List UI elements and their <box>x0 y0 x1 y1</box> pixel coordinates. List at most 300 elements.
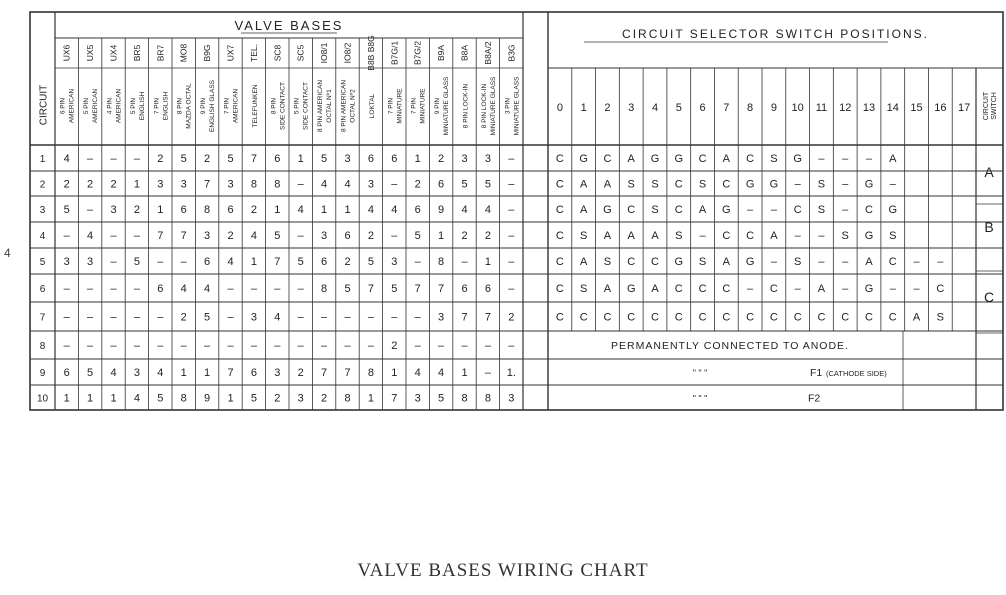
switch-connection: S <box>651 178 659 191</box>
pin-number: 3 <box>157 178 164 191</box>
valve-base-description: ENGLISH GLASS <box>209 79 217 133</box>
pin-number: 2 <box>438 153 445 165</box>
switch-connection: C <box>698 283 707 295</box>
switch-connection: A <box>817 283 826 295</box>
pin-number: 1 <box>297 153 304 165</box>
pin-number: 8 <box>461 392 468 405</box>
pin-number: 2 <box>157 153 164 165</box>
pin-number: 7 <box>367 283 374 295</box>
valve-base-description: 8 PIN <box>270 97 278 115</box>
pin-number: – <box>274 340 281 352</box>
pin-number: 3 <box>180 178 187 191</box>
pin-number: – <box>87 283 94 295</box>
pin-number: – <box>508 256 515 268</box>
switch-connection: C <box>555 311 564 324</box>
circuit-number: 3 <box>39 205 46 216</box>
pin-number: 5 <box>274 230 281 242</box>
switch-connection: C <box>627 204 636 216</box>
pin-number: 3 <box>321 230 328 242</box>
pin-number: 8 <box>438 256 445 268</box>
pin-number: 3 <box>438 311 445 324</box>
switch-connection: G <box>674 256 684 268</box>
anode-note: PERMANENTLY CONNECTED TO ANODE. <box>611 340 849 352</box>
pin-number: 3 <box>274 367 281 379</box>
pin-number: – <box>344 311 351 324</box>
pin-number: – <box>297 311 304 324</box>
circuit-number: 8 <box>39 341 46 352</box>
switch-connection: C <box>722 230 731 242</box>
pin-number: – <box>133 311 140 324</box>
switch-connection: C <box>769 283 778 295</box>
pin-number: 7 <box>227 367 234 379</box>
switch-connection: G <box>864 230 874 242</box>
valve-base-code: B3G <box>506 44 517 62</box>
switch-connection: A <box>627 153 635 165</box>
pin-number: 5 <box>438 392 445 405</box>
switch-connection: A <box>912 311 921 324</box>
valve-base-code: B7G/2 <box>412 40 423 66</box>
pin-number: 1 <box>367 392 374 405</box>
switch-connection: C <box>888 256 897 268</box>
valve-base-code: B7G/1 <box>389 40 400 66</box>
switch-connection: C <box>627 256 636 268</box>
valve-base-description: 3 PIN <box>504 97 512 115</box>
pin-number: 2 <box>204 153 211 165</box>
switch-connection: G <box>603 204 612 216</box>
pin-number: – <box>157 256 164 268</box>
switch-position-number: 9 <box>770 102 777 114</box>
switch-connection: C <box>651 311 659 324</box>
switch-connection: A <box>603 283 612 295</box>
pin-number: 4 <box>110 367 117 379</box>
pin-number: – <box>133 283 140 295</box>
switch-connection: S <box>841 230 849 242</box>
pin-number: 1 <box>250 256 257 268</box>
pin-number: 1 <box>438 230 445 242</box>
pin-number: 7 <box>461 311 468 324</box>
pin-number: 4 <box>484 204 491 216</box>
valve-base-code: B9A <box>436 44 447 62</box>
circuit-number: 1 <box>39 154 46 165</box>
switch-position-number: 1 <box>580 102 587 114</box>
valve-base-description: 5 PIN <box>83 97 91 115</box>
switch-connection: C <box>746 311 755 324</box>
switch-connection: G <box>674 153 684 165</box>
switch-connection: – <box>889 178 896 191</box>
pin-number: 4 <box>438 367 445 379</box>
valve-base-description: 9 PIN <box>200 97 208 115</box>
pin-number: 4 <box>461 204 468 216</box>
pin-number: 4 <box>133 392 140 405</box>
pin-number: 8 <box>274 178 281 191</box>
pin-number: 5 <box>461 178 468 191</box>
switch-connection: C <box>579 311 588 324</box>
circuit-number: 4 <box>39 231 46 242</box>
pin-number: 2 <box>414 178 421 191</box>
pin-number: 5 <box>321 153 328 165</box>
switch-connection: – <box>747 283 754 295</box>
switch-connection: C <box>674 178 683 191</box>
switch-connection: G <box>793 153 802 165</box>
pin-number: – <box>227 340 234 352</box>
pin-number: 2 <box>321 392 328 405</box>
pin-number: – <box>367 340 374 352</box>
pin-number: 8 <box>180 392 187 405</box>
switch-connection: S <box>651 204 659 216</box>
switch-connection: C <box>674 204 683 216</box>
filament-f1-note: (CATHODE SIDE) <box>826 369 887 378</box>
switch-position-number: 4 <box>651 102 659 114</box>
switch-connection: C <box>555 153 564 165</box>
pin-number: 2 <box>133 204 140 216</box>
pin-number: 4 <box>367 204 374 216</box>
pin-number: 7 <box>391 392 398 405</box>
switch-connection: – <box>842 283 849 295</box>
switch-connection: C <box>722 283 731 295</box>
pin-number: 8 <box>484 392 491 405</box>
pin-number: 4 <box>297 204 304 216</box>
pin-number: – <box>204 340 211 352</box>
pin-number: 8 <box>250 178 257 191</box>
switch-connection: – <box>842 204 849 216</box>
pin-number: – <box>344 340 351 352</box>
pin-number: 5 <box>204 311 211 324</box>
pin-number: 1 <box>110 392 117 405</box>
pin-number: – <box>484 367 491 379</box>
pin-number: 2 <box>63 178 70 191</box>
pin-number: – <box>250 283 257 295</box>
switch-connection: A <box>627 230 635 242</box>
circuit-switch-letter: C <box>983 289 995 305</box>
pin-number: 3 <box>414 392 421 405</box>
pin-number: 1 <box>484 256 491 268</box>
switch-position-number: 5 <box>675 102 682 114</box>
pin-number: 5 <box>87 367 94 379</box>
pin-number: 2 <box>110 178 117 191</box>
pin-number: 3 <box>461 153 468 165</box>
pin-number: – <box>508 178 515 191</box>
pin-number: 1 <box>461 367 468 379</box>
valve-base-description: 7 PIN <box>153 97 161 115</box>
valve-base-description: 9 PIN <box>434 97 442 115</box>
pin-number: 6 <box>461 283 468 295</box>
valve-base-code: BR5 <box>131 44 142 62</box>
switch-connection: G <box>722 204 731 216</box>
switch-connection: S <box>889 230 897 242</box>
pin-number: 3 <box>367 178 374 191</box>
switch-connection: C <box>698 153 707 165</box>
pin-number: – <box>508 204 515 216</box>
valve-base-description: 8 PIN AMERICAN <box>317 79 325 133</box>
switch-connection: G <box>745 256 755 268</box>
pin-number: – <box>414 340 421 352</box>
pin-number: 7 <box>414 283 421 295</box>
circuit-number: 7 <box>39 312 46 324</box>
switch-connection: S <box>770 153 778 165</box>
circuit-number: 6 <box>39 284 46 295</box>
valve-base-description: MINIATURE GLASS <box>513 76 521 136</box>
switch-connection: A <box>770 230 778 242</box>
pin-number: – <box>63 340 70 352</box>
valve-base-description: ENGLISH <box>138 91 146 121</box>
circuit-switch-letter: B <box>984 219 994 235</box>
switch-connection: – <box>913 283 920 295</box>
valve-base-code: SC5 <box>295 44 306 62</box>
pin-number: 3 <box>391 256 398 268</box>
switch-connection: – <box>818 256 825 268</box>
pin-number: – <box>87 340 94 352</box>
switch-position-number: 15 <box>910 102 923 114</box>
pin-number: 3 <box>110 204 117 216</box>
pin-number: 4 <box>180 283 187 295</box>
pin-number: – <box>297 230 304 242</box>
switch-connection: A <box>579 204 588 216</box>
switch-connection: G <box>769 178 779 191</box>
pin-number: 4 <box>391 204 398 216</box>
pin-number: – <box>63 230 70 242</box>
switch-connection: C <box>936 283 945 295</box>
pin-number: 4 <box>204 283 211 295</box>
valve-base-code: UX5 <box>85 44 96 62</box>
switch-connection: – <box>747 204 754 216</box>
chart-caption: VALVE BASES WIRING CHART <box>357 560 649 581</box>
pin-number: – <box>87 311 94 324</box>
switch-connection: A <box>651 230 659 242</box>
pin-number: – <box>484 340 491 352</box>
switch-connection: S <box>817 178 826 191</box>
pin-number: 8 <box>344 392 351 405</box>
pin-number: 5 <box>157 392 164 405</box>
switch-connection: – <box>794 178 801 191</box>
switch-connection: A <box>603 230 612 242</box>
pin-number: 1 <box>321 204 328 216</box>
pin-number: 7 <box>484 311 491 324</box>
pin-number: 4 <box>250 230 257 242</box>
pin-number: 5 <box>227 153 234 165</box>
pin-number: – <box>110 230 117 242</box>
pin-number: – <box>180 340 187 352</box>
pin-number: – <box>414 311 421 324</box>
circuit-number: 9 <box>39 368 46 379</box>
switch-connection: C <box>865 311 873 324</box>
pin-number: 3 <box>133 367 140 379</box>
valve-base-code: BR7 <box>155 44 166 62</box>
pin-number: 3 <box>227 178 234 191</box>
switch-connection: – <box>842 256 849 268</box>
switch-connection: S <box>936 311 945 324</box>
valve-base-description: ENGLISH <box>162 91 170 121</box>
ditto-marks: " " " <box>692 393 708 404</box>
pin-number: 5 <box>484 178 491 191</box>
pin-number: 8 <box>367 367 374 379</box>
pin-number: 2 <box>367 230 374 242</box>
switch-position-number: 2 <box>604 102 611 114</box>
switch-position-number: 0 <box>556 102 563 114</box>
switch-connection: C <box>627 311 636 324</box>
valve-bases-title: VALVE BASES <box>234 18 344 33</box>
pin-number: 7 <box>157 230 164 242</box>
switch-connection: G <box>888 204 898 216</box>
switch-position-number: 17 <box>957 102 971 114</box>
pin-number: 7 <box>180 230 187 242</box>
switch-connection: C <box>555 230 564 242</box>
switch-connection: S <box>675 230 683 242</box>
valve-base-description: TELEFUNKEN <box>251 84 259 128</box>
valve-base-description: LOKTAL <box>368 93 376 119</box>
pin-number: – <box>250 340 257 352</box>
pin-number: 7 <box>250 153 257 165</box>
switch-connection: C <box>722 178 731 191</box>
pin-number: – <box>110 256 117 268</box>
pin-number: – <box>87 204 94 216</box>
pin-number: 1 <box>157 204 164 216</box>
pin-number: – <box>110 340 117 352</box>
pin-number: 8 <box>204 204 211 216</box>
switch-position-number: 6 <box>699 102 706 114</box>
pin-number: 2 <box>391 340 398 352</box>
valve-base-code: UX7 <box>225 44 236 62</box>
switch-connection: G <box>579 153 588 165</box>
switch-connection: C <box>555 283 564 295</box>
switch-connection: C <box>698 311 707 324</box>
pin-number: – <box>367 311 374 324</box>
switch-position-number: 7 <box>723 102 730 114</box>
valve-base-description: 8 PIN LOCK-IN <box>480 83 488 129</box>
pin-number: 6 <box>321 256 328 268</box>
pin-number: 9 <box>438 204 445 216</box>
pin-number: 4 <box>344 178 351 191</box>
valve-base-code: B8A/2 <box>482 41 493 65</box>
pin-number: 9 <box>204 392 211 405</box>
switch-position-number: 11 <box>815 102 828 114</box>
pin-number: – <box>391 178 398 191</box>
switch-connection: A <box>651 283 659 295</box>
valve-base-description: 7 PIN <box>223 97 231 115</box>
valve-base-code: SC8 <box>272 44 283 62</box>
circuit-column-header: CIRCUIT <box>38 84 50 126</box>
filament-f2: F2 <box>808 392 821 405</box>
valve-base-description: MINIATURE <box>396 88 404 124</box>
pin-number: 6 <box>63 367 70 379</box>
pin-number: 6 <box>367 153 374 165</box>
pin-number: 7 <box>274 256 281 268</box>
switch-connection: A <box>698 204 707 216</box>
pin-number: 4 <box>414 367 421 379</box>
pin-number: – <box>227 311 234 324</box>
pin-number: – <box>297 178 304 191</box>
valve-base-description: 8 PIN <box>176 97 184 115</box>
circuit-number: 2 <box>39 179 46 191</box>
pin-number: 3 <box>344 153 351 165</box>
valve-base-description: 7 PIN <box>410 97 418 115</box>
switch-connection: A <box>603 178 612 191</box>
pin-number: – <box>508 230 515 242</box>
valve-base-description: SIDE CONTACT <box>279 82 287 130</box>
switch-connection: G <box>626 283 636 295</box>
pin-number: 2 <box>344 256 351 268</box>
pin-number: 2 <box>87 178 94 191</box>
valve-base-description: OCTAL Nº1 <box>326 89 334 123</box>
switch-connection: S <box>817 204 826 216</box>
pin-number: – <box>157 311 164 324</box>
switch-connection: – <box>818 153 825 165</box>
pin-number: 2 <box>274 392 281 405</box>
pin-number: – <box>133 340 140 352</box>
pin-number: – <box>391 311 398 324</box>
pin-number: 1 <box>274 204 281 216</box>
switch-connection: G <box>864 178 874 191</box>
switch-connection: C <box>793 311 802 324</box>
valve-base-description: SIDE CONTACT <box>302 82 310 130</box>
pin-number: – <box>133 153 140 165</box>
pin-number: 1 <box>414 153 421 165</box>
switch-connection: C <box>746 153 755 165</box>
switch-connection: C <box>651 256 659 268</box>
page-number: 4 <box>4 246 11 260</box>
pin-number: 7 <box>438 283 445 295</box>
pin-number: 5 <box>63 204 70 216</box>
switch-connection: C <box>603 311 612 324</box>
switch-connection: – <box>770 204 777 216</box>
switch-position-number: 8 <box>747 102 754 114</box>
pin-number: 1 <box>344 204 351 216</box>
switch-connection: A <box>722 153 731 165</box>
pin-number: – <box>133 230 140 242</box>
pin-number: 1 <box>87 392 94 405</box>
pin-number: 5 <box>250 392 257 405</box>
valve-base-code: UX6 <box>61 44 72 62</box>
pin-number: 1. <box>506 367 516 379</box>
valve-base-description: AMERICAN <box>115 88 123 124</box>
pin-number: – <box>461 340 468 352</box>
switch-connection: – <box>889 283 896 295</box>
valve-base-description: MINIATURE GLASS <box>443 76 451 136</box>
switch-connection: C <box>746 230 755 242</box>
pin-number: 2 <box>508 311 515 324</box>
pin-number: – <box>110 311 117 324</box>
circuit-number: 10 <box>36 393 49 405</box>
valve-base-description: 8 PIN AMERICAN <box>340 79 348 133</box>
switch-connection: C <box>555 256 564 268</box>
switch-connection: S <box>627 178 635 191</box>
switch-connection: C <box>841 311 850 324</box>
pin-number: 4 <box>321 178 328 191</box>
valve-base-code: B8B B8G <box>365 35 376 71</box>
pin-number: – <box>321 340 328 352</box>
valve-base-code: B8A <box>459 44 470 62</box>
pin-number: 5 <box>391 283 398 295</box>
valve-base-description: MINIATURE <box>419 88 427 124</box>
filament-f1: F1 <box>810 367 823 379</box>
pin-number: 6 <box>391 153 398 165</box>
pin-number: 2 <box>250 204 257 216</box>
switch-connection: C <box>674 283 683 295</box>
ditto-marks: " " " <box>692 368 708 378</box>
pin-number: – <box>227 283 234 295</box>
pin-number: 2 <box>297 367 304 379</box>
pin-number: – <box>508 153 515 165</box>
switch-connection: – <box>937 256 944 268</box>
switch-connection: C <box>555 204 564 216</box>
valve-base-description: 7 PIN <box>387 97 395 115</box>
pin-number: 6 <box>180 204 187 216</box>
pin-number: 3 <box>297 392 304 405</box>
pin-number: – <box>63 311 70 324</box>
pin-number: 7 <box>204 178 211 191</box>
pin-number: 6 <box>227 204 234 216</box>
pin-number: 3 <box>508 392 515 405</box>
pin-number: 1 <box>180 367 187 379</box>
